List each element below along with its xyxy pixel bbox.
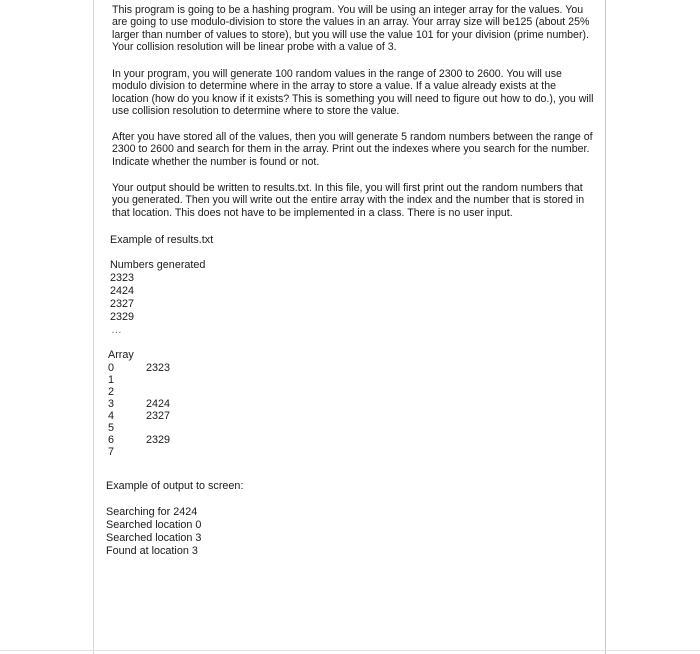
generated-number: 2329 bbox=[110, 311, 135, 323]
paragraph-search: After you have stored all of the values, then you will generate 5 random numbers between the range of 2300 to 2600 and search for them in the array. Print out the indexes where you search for the number. Indicate whether the number is found or not. bbox=[112, 131, 593, 168]
page-bottom-edge bbox=[0, 650, 700, 651]
numbers-generated-heading: Numbers generated bbox=[110, 259, 206, 271]
array-index: 5 bbox=[108, 422, 115, 434]
screen-output-line: Searched location 0 bbox=[106, 519, 202, 531]
array-index: 4 bbox=[108, 410, 115, 422]
array-index: 6 bbox=[108, 434, 115, 446]
array-heading: Array bbox=[108, 349, 134, 361]
array-index: 3 bbox=[108, 398, 115, 410]
array-index: 2 bbox=[108, 386, 115, 398]
paragraph-random-values: In your program, you will generate 100 random values in the range of 2300 to 2600. You will use modulo division to determine where in the array to store a value. If a value already exists at the location (how do you know if it exists? This is something you will need to figure out how to do.), you will use collision resolution to determine where to store the value. bbox=[112, 68, 594, 118]
generated-number: 2327 bbox=[110, 298, 135, 310]
array-index: 1 bbox=[108, 374, 115, 386]
screen-output-line: Found at location 3 bbox=[106, 545, 198, 557]
page-left-edge bbox=[93, 0, 94, 654]
screen-output-line: Searching for 2424 bbox=[106, 506, 198, 518]
array-index: 0 bbox=[108, 362, 115, 374]
example-results-heading: Example of results.txt bbox=[110, 234, 214, 246]
generated-number: 2424 bbox=[110, 285, 135, 297]
array-value: 2424 bbox=[146, 398, 171, 410]
ellipsis: … bbox=[111, 324, 122, 336]
array-value: 2327 bbox=[146, 410, 171, 422]
paragraph-hashing-intro: This program is going to be a hashing program. You will be using an integer array for the values. You are going to use modulo-division to store the values in an array. Your array size will be125 (about 25% larger than number of values to store), but you will use the value 101 for your division (prime number). Your collision resolution will be linear probe with a value of 3. bbox=[112, 4, 590, 54]
array-value: 2329 bbox=[146, 434, 171, 446]
array-index: 7 bbox=[108, 446, 115, 458]
paragraph-output-file: Your output should be written to results.txt. In this file, you will first print out the random numbers that you generated. Then you will write out the entire array with the index and the number that is stored in that location. This does not have to be implemented in a class. There is no user input. bbox=[112, 182, 585, 219]
array-value: 2323 bbox=[146, 362, 171, 374]
screen-output-heading: Example of output to screen: bbox=[106, 480, 244, 492]
generated-number: 2323 bbox=[110, 272, 135, 284]
page-right-edge bbox=[605, 0, 606, 654]
screen-output-line: Searched location 3 bbox=[106, 532, 202, 544]
